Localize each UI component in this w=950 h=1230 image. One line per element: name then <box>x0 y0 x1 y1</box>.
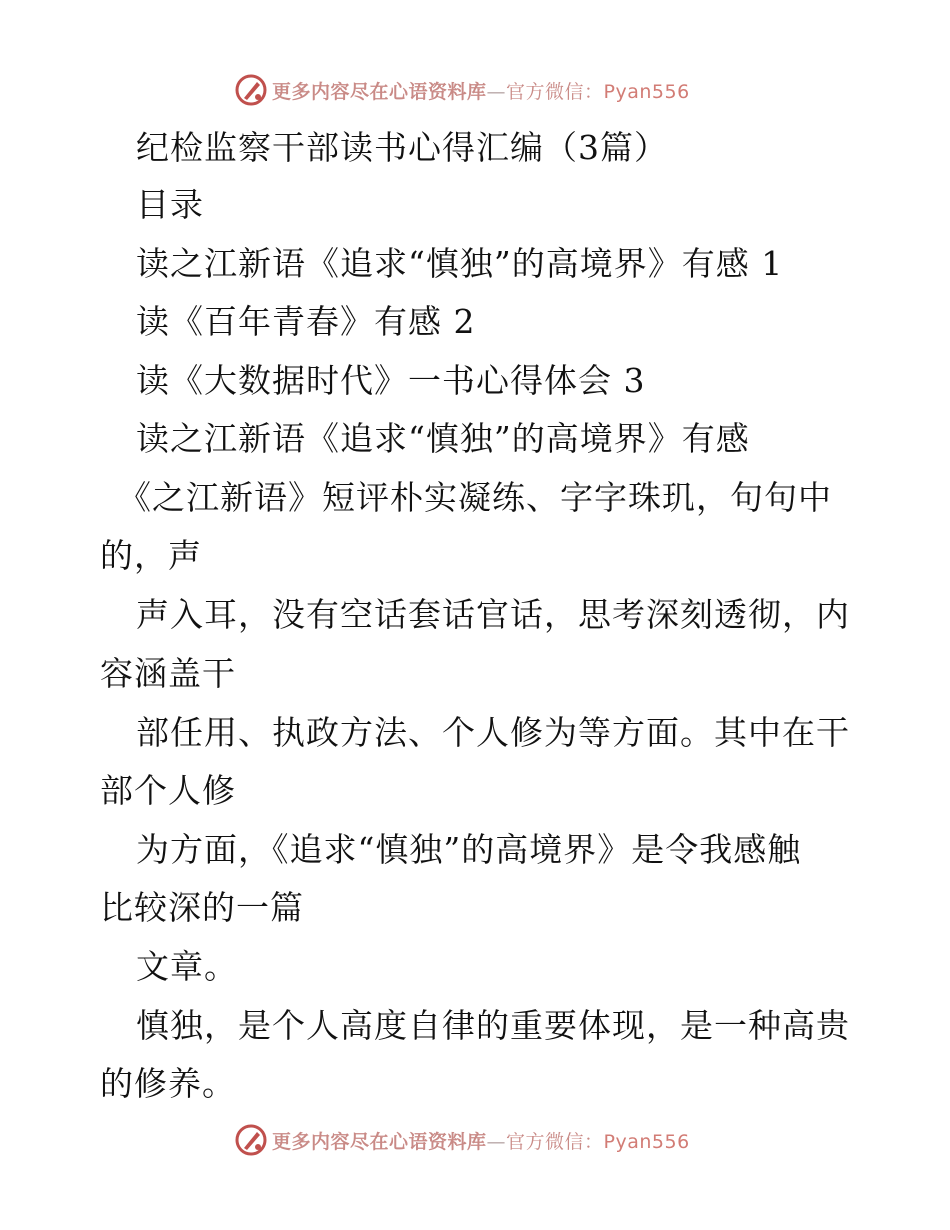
section-title: 读之江新语《追求“慎独”的高境界》有感 <box>136 419 750 458</box>
paragraph-line: 为方面，《追求“慎独”的高境界》是令我感触 <box>136 830 802 869</box>
logo-pen-icon <box>234 1123 268 1157</box>
footer-watermark <box>234 1122 690 1158</box>
paragraph-line: 部个人修 <box>100 771 236 810</box>
watermark-brand: 更多内容尽在心语资料库 <box>272 1130 487 1153</box>
watermark-id: Pyan556 <box>603 80 690 103</box>
toc-item: 读《大数据时代》一书心得体会 3 <box>136 361 646 400</box>
watermark-text <box>272 1127 690 1154</box>
toc-heading: 目录 <box>136 185 204 224</box>
logo-pen-icon <box>234 73 268 107</box>
paragraph-line: 声入耳，没有空话套话官话，思考深刻透彻，内 <box>136 595 850 634</box>
paragraph-line: 文章。 <box>136 947 238 986</box>
paragraph-line: 容涵盖干 <box>100 654 236 693</box>
watermark-separator: — <box>486 1130 507 1153</box>
paragraph-line: 部任用、执政方法、个人修为等方面。其中在干 <box>136 713 850 752</box>
document-title: 纪检监察干部读书心得汇编（3篇） <box>136 128 668 167</box>
watermark-contact: 官方微信： <box>506 80 604 103</box>
watermark-separator: — <box>486 80 507 103</box>
watermark-contact: 官方微信： <box>506 1130 604 1153</box>
toc-item: 读《百年青春》有感 2 <box>136 302 476 341</box>
paragraph-line: 《之江新语》短评朴实凝练、字字珠玑，句句中 <box>118 478 832 517</box>
watermark-text <box>272 77 690 104</box>
paragraph-line: 的修养。 <box>100 1064 236 1103</box>
paragraph-line: 比较深的一篇 <box>100 888 304 927</box>
paragraph-line: 慎独，是个人高度自律的重要体现，是一种高贵 <box>136 1006 850 1045</box>
toc-item: 读之江新语《追求“慎独”的高境界》有感 1 <box>136 244 784 283</box>
watermark-brand: 更多内容尽在心语资料库 <box>272 80 487 103</box>
paragraph-line: 的，声 <box>100 536 202 575</box>
watermark-id: Pyan556 <box>603 1130 690 1153</box>
header-watermark <box>234 72 690 108</box>
